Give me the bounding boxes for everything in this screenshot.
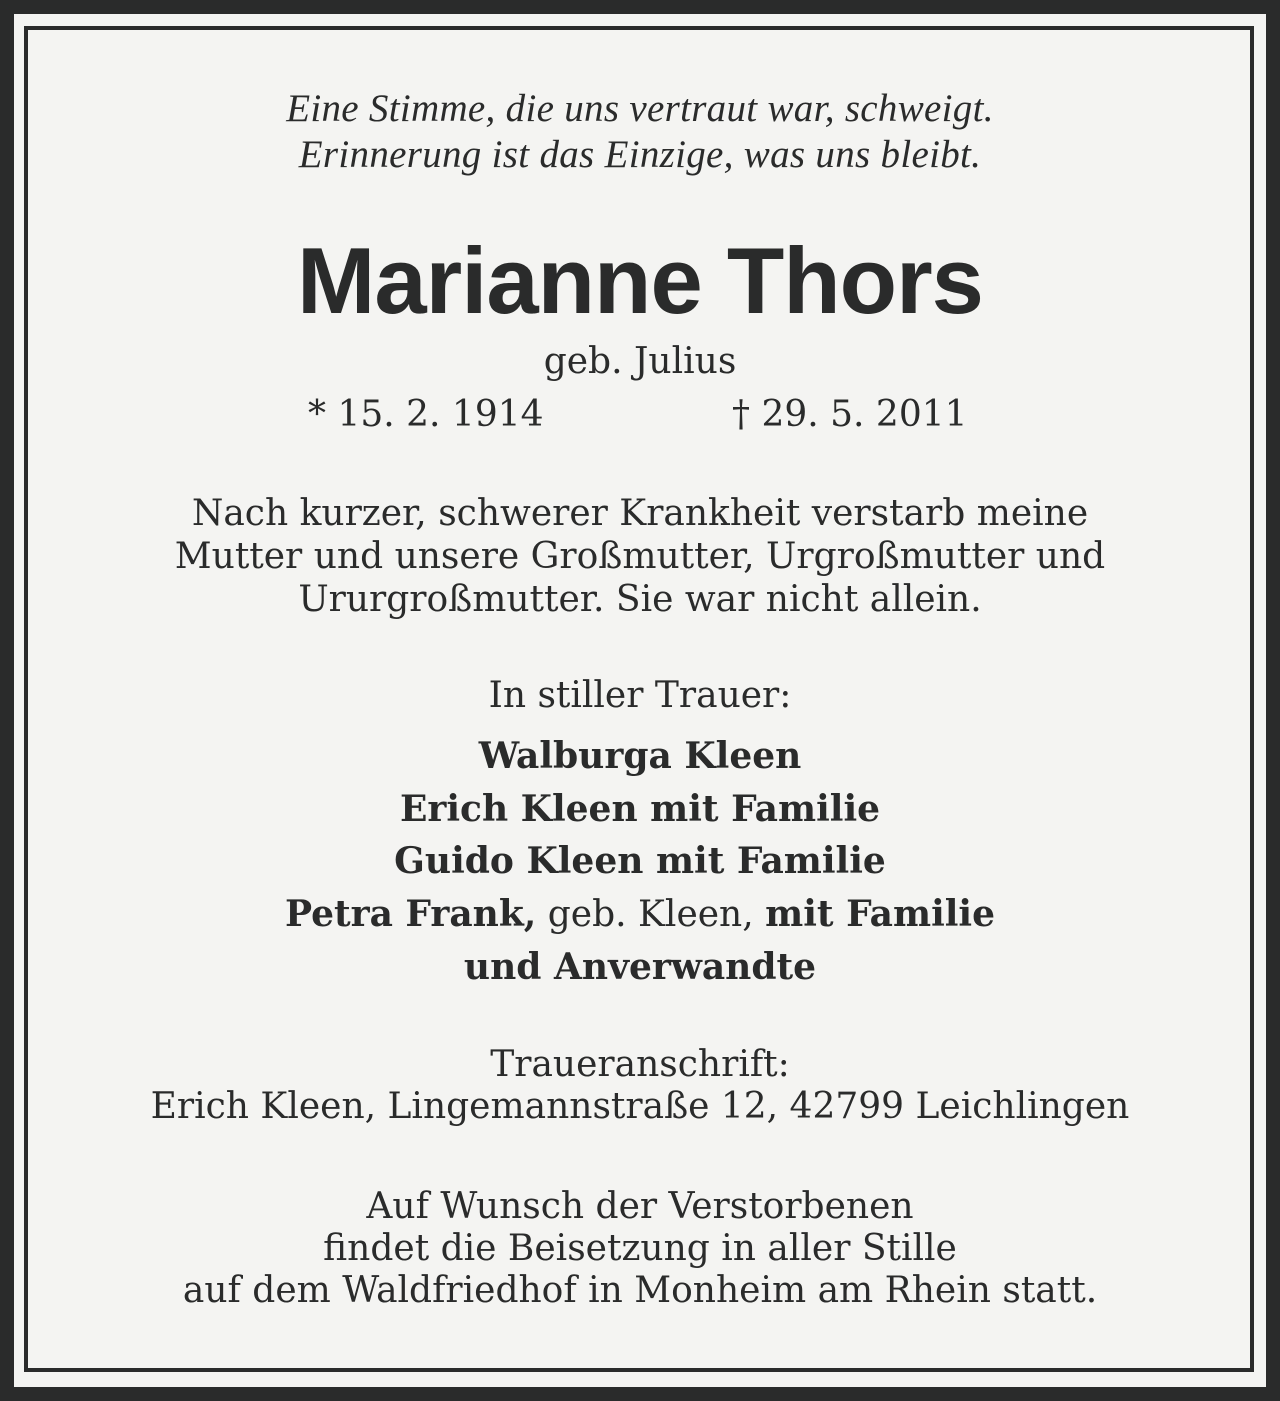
burial-line-1: Auf Wunsch der Verstorbenen bbox=[366, 1186, 914, 1227]
message-line-3: Ururgroßmutter. Sie war nicht allein. bbox=[298, 579, 982, 620]
mourner-petra-name: Petra Frank, bbox=[284, 893, 537, 935]
motto-line-1: Eine Stimme, die uns vertraut war, schweigt. bbox=[286, 87, 994, 130]
mourner-petra-maiden: geb. Kleen, bbox=[536, 894, 766, 935]
message-line-1: Nach kurzer, schwerer Krankheit verstarb meine bbox=[191, 493, 1089, 534]
address-line: Erich Kleen, Lingemannstraße 12, 42799 Leichlingen bbox=[150, 1086, 1130, 1127]
death-date: † 29. 5. 2011 bbox=[732, 394, 968, 435]
burial-line-3: auf dem Waldfriedhof in Monheim am Rhein statt. bbox=[182, 1270, 1098, 1311]
motto-line-2: Erinnerung ist das Einzige, was uns bleibt. bbox=[298, 133, 982, 176]
address-heading: Traueranschrift: bbox=[490, 1044, 790, 1085]
message-line-2: Mutter und unsere Großmutter, Urgroßmutter und bbox=[174, 536, 1106, 577]
burial-line-2: findet die Beisetzung in aller Stille bbox=[323, 1228, 957, 1269]
mourner-walburga: Walburga Kleen bbox=[478, 735, 802, 777]
mourners-heading: In stiller Trauer: bbox=[488, 675, 792, 716]
maiden-name: geb. Julius bbox=[543, 341, 737, 382]
mourner-guido: Guido Kleen mit Familie bbox=[394, 840, 886, 882]
mourner-erich: Erich Kleen mit Familie bbox=[399, 788, 881, 830]
birth-date: * 15. 2. 1914 bbox=[308, 394, 544, 435]
mourner-petra bbox=[0, 892, 1280, 937]
mourner-petra-family: mit Familie bbox=[765, 893, 996, 935]
deceased-name: Marianne Thors bbox=[297, 228, 983, 333]
mourner-relatives: und Anverwandte bbox=[463, 946, 817, 988]
